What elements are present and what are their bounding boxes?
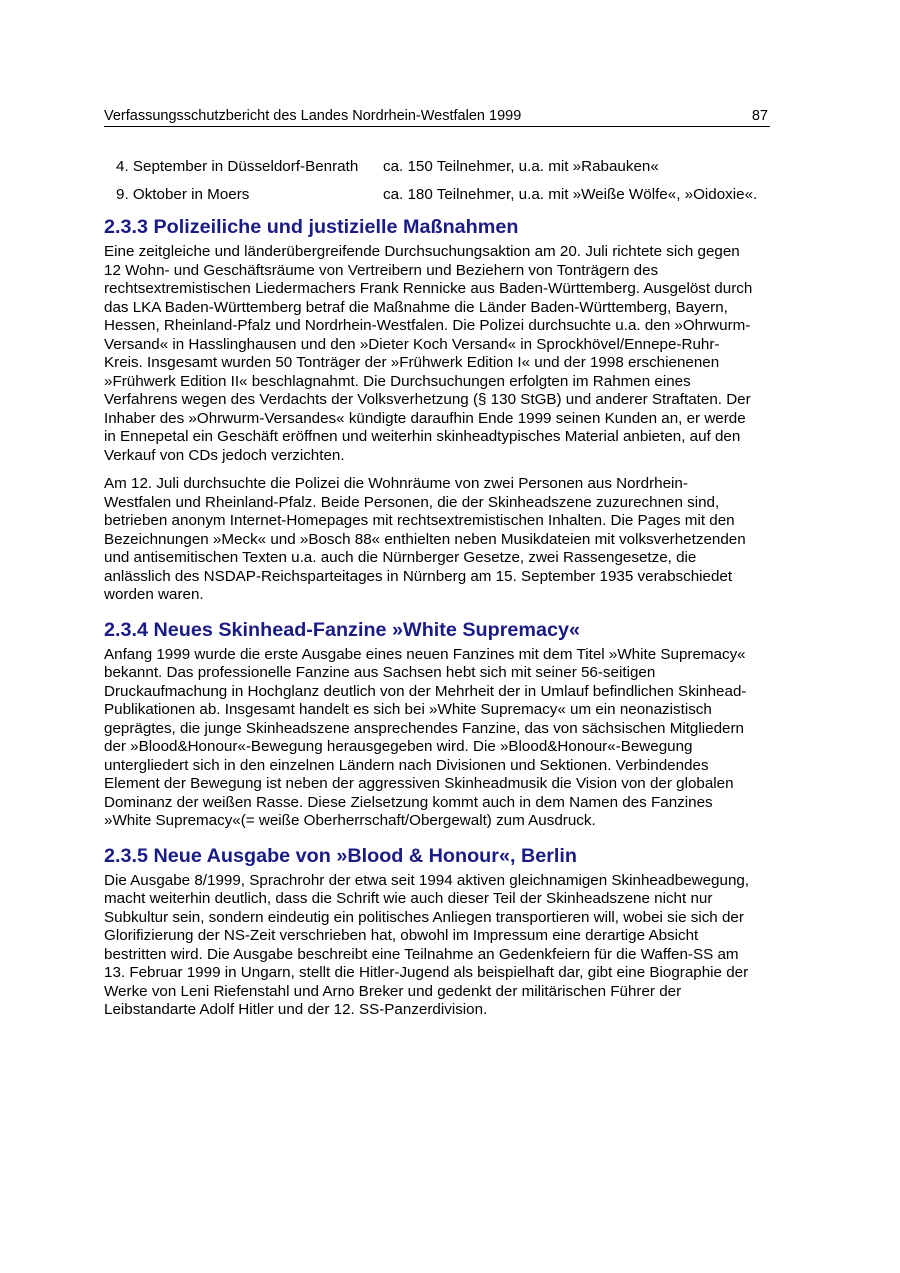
- paragraph: [104, 646, 804, 831]
- text-line: Dominanz der weißen Rasse. Diese Zielsetzung kommt auch in dem Namen des Fanzines: [104, 793, 713, 811]
- text-line: bekannt. Das professionelle Fanzine aus Sachsen hebt sich mit seiner 56-seitigen: [104, 664, 656, 681]
- text-line: Verkauf von CDs jedoch verzichten.: [104, 446, 345, 464]
- text-line: bestritten wird. Die Ausgabe beschreibt eine Teilnahme an Gedenkfeiern für die Waffen-SS am: [104, 945, 739, 963]
- text-line: anlässlich des NSDAP-Reichsparteitages in Nürnberg am 15. September 1935 verabschiedet: [104, 567, 733, 585]
- text-line: Eine zeitgleiche und länderübergreifende Durchsuchungsaktion am 20. Juli richtete sich gegen: [104, 243, 740, 260]
- page-number: 87: [751, 108, 768, 124]
- text-line: macht weiterhin deutlich, dass die Schrift wie auch dieser Teil der Skinheadszene nicht nur: [104, 890, 713, 907]
- event-list: [116, 156, 806, 212]
- header-title: Verfassungsschutzbericht des Landes Nordrhein-Westfalen 1999: [104, 108, 522, 124]
- section-heading: 2.3.5 Neue Ausgabe von »Blood & Honour«, Berlin: [104, 844, 578, 867]
- text-line: Subkultur sein, sondern eindeutig ein politisches Anliegen transportieren will, wobei sie sich der: [104, 908, 744, 926]
- text-line: 12 Wohn- und Geschäftsräume von Vertreibern und Beziehern von Tonträgern des: [104, 261, 659, 279]
- section-heading: 2.3.4 Neues Skinhead-Fanzine »White Supremacy«: [104, 618, 581, 641]
- text-line: Hessen, Rheinland-Pfalz und Nordrhein-Westfalen. Die Polizei durchsuchte u.a. den »Ohrwurm-: [104, 317, 751, 334]
- text-line: worden waren.: [104, 586, 204, 603]
- section-2-3-3: [104, 213, 804, 605]
- page-header: [104, 106, 770, 127]
- text-line: »Frühwerk Edition II« beschlagnahmt. Die Durchsuchungen erfolgten im Rahmen eines: [104, 372, 691, 390]
- text-line: betrieben anonym Internet-Homepages mit rechtsextremistischen Inhalten. Die Pages mit den: [104, 512, 735, 529]
- paragraph: [104, 872, 804, 1020]
- event-row: [116, 156, 806, 184]
- event-date: 4. September in Düsseldorf-Benrath: [116, 158, 359, 175]
- text-line: Am 12. Juli durchsuchte die Polizei die Wohnräume von zwei Personen aus Nordrhein-: [104, 475, 688, 492]
- text-line: Inhaber des »Ohrwurm-Versandes« kündigte daraufhin Ende 1999 seinen Kunden an, er werde: [104, 409, 746, 427]
- text-line: Glorifizierung der NS-Zeit verschrieben hat, obwohl im Impressum eine derartige Absicht: [104, 927, 699, 944]
- paragraph: [104, 475, 804, 605]
- text-line: das LKA Baden-Württemberg betraf die Maßnahme die Länder Baden-Württemberg, Bayern,: [104, 298, 728, 316]
- event-info: ca. 180 Teilnehmer, u.a. mit »Weiße Wölfe«, »Oidoxie«.: [383, 186, 758, 203]
- main-content: [104, 213, 804, 1020]
- event-info: ca. 150 Teilnehmer, u.a. mit »Rabauken«: [383, 158, 659, 175]
- text-line: rechtsextremistischen Liedermachers Frank Rennicke aus Baden-Württemberg. Ausgelöst durch: [104, 280, 753, 297]
- event-row: [116, 184, 806, 212]
- text-line: Versand« in Hasslinghausen und den »Dieter Koch Versand« in Sprockhövel/Ennepe-Ruhr-: [104, 335, 720, 353]
- section-2-3-5: [104, 842, 804, 1020]
- section-heading: 2.3.3 Polizeiliche und justizielle Maßnahmen: [104, 216, 519, 238]
- text-line: Die Ausgabe 8/1999, Sprachrohr der etwa seit 1994 aktiven gleichnamigen Skinheadbewegung,: [104, 871, 750, 889]
- text-line: untergliedert sich in den einzelnen Ländern nach Divisionen und Sektionen. Verbindendes: [104, 756, 709, 774]
- text-line: 13. Februar 1999 in Ungarn, stellt die Hitler-Jugend als beispielhaft dar, gibt eine Biographie der: [104, 964, 749, 981]
- text-line: und antisemitischen Texten u.a. auch die Nürnberger Gesetze, zwei Rassengesetze, die: [104, 549, 697, 566]
- text-line: Kreis. Insgesamt wurden 50 Tonträger der »Frühwerk Edition I« und der 1998 erschienenen: [104, 354, 720, 371]
- text-line: Verfahrens wegen des Verdachts der Volksverhetzung (§ 130 StGB) und anderer Straftaten. Der: [104, 391, 751, 408]
- text-line: Publikationen ab. Insgesamt handelt es sich bei »White Supremacy« um ein neonazistisch: [104, 701, 712, 718]
- text-line: in Ennepetal ein Geschäft eröffnen und weiterhin skinheadtypisches Material anbieten, auf den: [104, 428, 741, 445]
- text-line: Druckaufmachung in Hochglanz deutlich von der Mehrheit der in Umlauf befindlichen Skinhead-: [104, 682, 747, 700]
- text-line: Leibstandarte Adolf Hitler und der 12. SS-Panzerdivision.: [104, 1001, 488, 1018]
- text-line: Bezeichnungen »Meck« und »Bosch 88« enthielten neben Musikdateien mit volksverhetzenden: [104, 530, 746, 548]
- text-line: geprägtes, die junge Skinheadszene ansprechendes Fanzine, das von sächsischen Mitgliedern: [104, 719, 744, 737]
- text-line: Element der Bewegung ist neben der aggressiven Skinheadmusik die Vision von der globalen: [104, 775, 734, 792]
- text-line: der »Blood&Honour«-Bewegung herausgegeben wird. Die »Blood&Honour«-Bewegung: [104, 738, 693, 755]
- event-date: 9. Oktober in Moers: [116, 186, 250, 203]
- section-2-3-4: [104, 616, 804, 831]
- text-line: »White Supremacy«(= weiße Oberherrschaft/Obergewalt) zum Ausdruck.: [104, 812, 596, 829]
- text-line: Anfang 1999 wurde die erste Ausgabe eines neuen Fanzines mit dem Titel »White Supremacy«: [104, 645, 746, 663]
- text-line: Westfalen und Rheinland-Pfalz. Beide Personen, die der Skinheadszene zuzurechnen sind,: [104, 493, 720, 511]
- text-line: Werke von Leni Riefenstahl und Arno Breker und gedenkt der militärischen Führer der: [104, 982, 682, 1000]
- paragraph: [104, 243, 804, 465]
